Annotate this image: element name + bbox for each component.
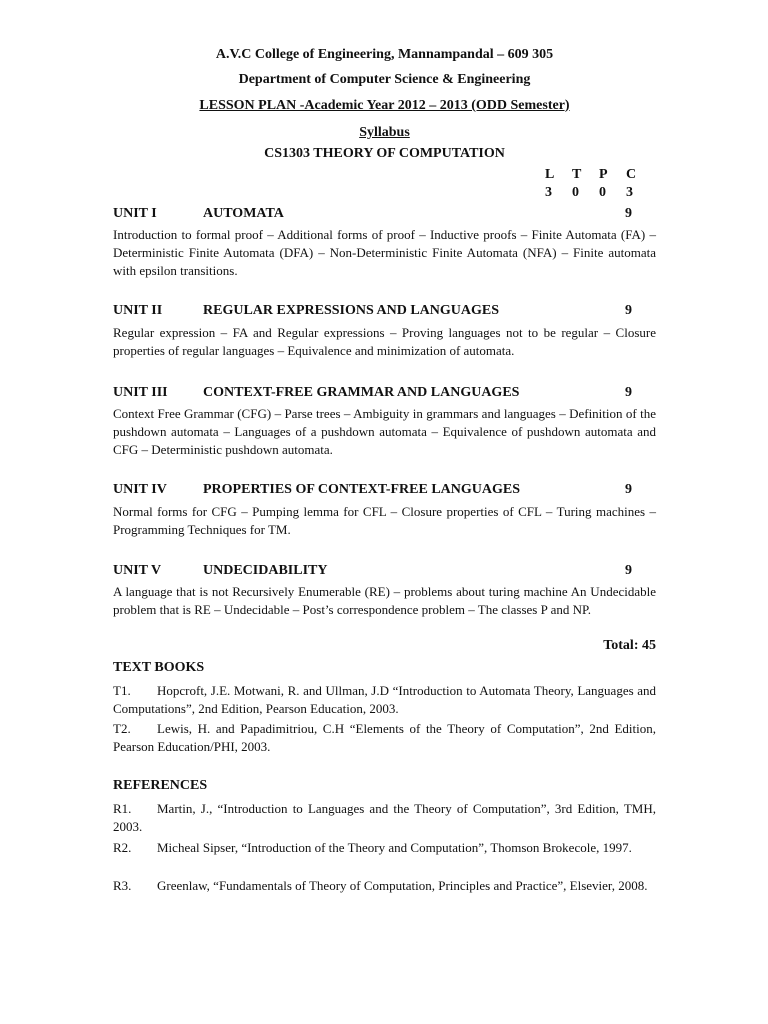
unit-4-number: UNIT IV — [113, 482, 167, 497]
reference-2 — [113, 839, 656, 857]
ltpc-table — [545, 166, 653, 202]
text-book-2 — [113, 720, 656, 756]
unit-5-title: UNDECIDABILITY — [203, 563, 328, 578]
lesson-plan-title: LESSON PLAN -Academic Year 2012 – 2013 (ODD Semester) — [199, 98, 570, 113]
unit-2-content: Regular expression – FA and Regular expressions – Proving languages not to be regular – Closure properties of regular languages – Equivalence and minimization of automata. — [113, 325, 656, 358]
unit-2-number: UNIT II — [113, 303, 163, 318]
ltpc-labels — [545, 166, 653, 184]
ltpc-label-p: P — [599, 167, 608, 182]
ltpc-value-c: 3 — [626, 185, 633, 200]
unit-2-hours: 9 — [625, 303, 632, 318]
text-book-1-tag: T1. — [113, 683, 131, 698]
ltpc-value-t: 0 — [572, 185, 579, 200]
reference-3 — [113, 877, 656, 895]
text-book-2-text: Lewis, H. and Papadimitriou, C.H “Elements of the Theory of Computation”, 2nd Edition, Pearson Education/PHI, 2003. — [113, 721, 656, 754]
unit-3-title: CONTEXT-FREE GRAMMAR AND LANGUAGES — [203, 385, 520, 400]
unit-1-content: Introduction to formal proof – Additional forms of proof – Inductive proofs – Finite Automata (FA) – Deterministic Finite Automata (DFA) – Non-Deterministic Finite Automata (NFA) – Finite automata with epsilon transitions. — [113, 227, 656, 278]
unit-4-hours: 9 — [625, 482, 632, 497]
text-book-1 — [113, 682, 656, 718]
unit-4-content: Normal forms for CFG – Pumping lemma for CFL – Closure properties of CFL – Turing machines – Programming Techniques for TM. — [113, 504, 656, 537]
reference-3-tag: R3. — [113, 878, 132, 893]
unit-1-title: AUTOMATA — [203, 206, 284, 221]
unit-1-hours: 9 — [625, 206, 632, 221]
text-books-heading: TEXT BOOKS — [113, 660, 205, 675]
unit-1-number: UNIT I — [113, 206, 157, 221]
reference-1-tag: R1. — [113, 801, 132, 816]
reference-3-text: Greenlaw, “Fundamentals of Theory of Computation, Principles and Practice”, Elsevier, 2008. — [157, 878, 648, 893]
department-name: Department of Computer Science & Engineering — [238, 72, 531, 87]
unit-2-title: REGULAR EXPRESSIONS AND LANGUAGES — [203, 303, 500, 318]
ltpc-label-t: T — [572, 167, 582, 182]
college-name: A.V.C College of Engineering, Mannampandal – 609 305 — [215, 47, 554, 62]
text-book-1-text: Hopcroft, J.E. Motwani, R. and Ullman, J.D “Introduction to Automata Theory, Languages and Computations”, 2nd Edition, Pearson Education, 2003. — [113, 683, 656, 716]
references-heading: REFERENCES — [113, 778, 208, 793]
ltpc-label-c: C — [626, 167, 637, 182]
ltpc-value-p: 0 — [599, 185, 606, 200]
reference-2-text: Micheal Sipser, “Introduction of the Theory and Computation”, Thomson Brokecole, 1997. — [157, 840, 632, 855]
unit-4-title: PROPERTIES OF CONTEXT-FREE LANGUAGES — [203, 482, 521, 497]
unit-5-number: UNIT V — [113, 563, 162, 578]
unit-3-hours: 9 — [625, 385, 632, 400]
total-hours: Total: 45 — [603, 638, 656, 653]
unit-3-number: UNIT III — [113, 385, 168, 400]
unit-5-content: A language that is not Recursively Enumerable (RE) – problems about turing machine An Undecidable problem that is RE – Undecidable – Post’s correspondence problem – The classes P and NP. — [113, 584, 656, 617]
unit-5-hours: 9 — [625, 563, 632, 578]
reference-1 — [113, 800, 656, 836]
ltpc-values — [545, 184, 653, 202]
course-title: CS1303 THEORY OF COMPUTATION — [264, 146, 505, 161]
reference-1-text: Martin, J., “Introduction to Languages and the Theory of Computation”, 3rd Edition, TMH, 2003. — [113, 801, 656, 834]
ltpc-label-l: L — [545, 167, 555, 182]
reference-2-tag: R2. — [113, 840, 132, 855]
unit-3-content: Context Free Grammar (CFG) – Parse trees – Ambiguity in grammars and languages – Definition of the pushdown automata – Languages of a pushdown automata – Equivalence of pushdown automata and CFG – Deterministic pushdown automata. — [113, 406, 656, 457]
ltpc-value-l: 3 — [545, 185, 552, 200]
syllabus-heading: Syllabus — [359, 125, 410, 140]
text-book-2-tag: T2. — [113, 721, 131, 736]
